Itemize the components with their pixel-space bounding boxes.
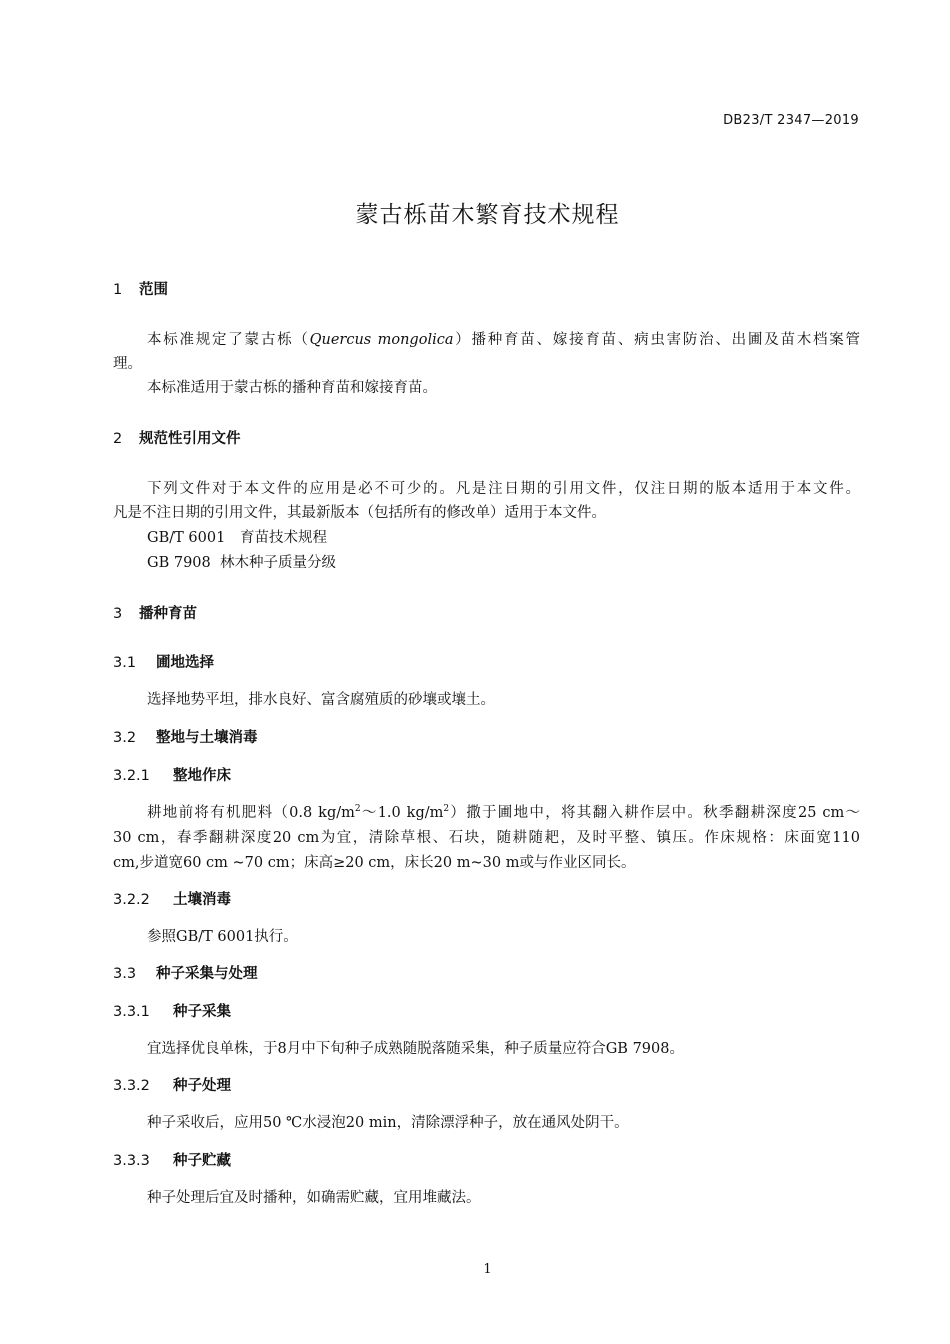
section-3-2-heading: [113, 726, 258, 747]
section-title: 整地作床: [173, 768, 231, 784]
section-3-3-heading: [113, 962, 258, 983]
section-3-3-3-heading: [113, 1149, 231, 1170]
soil-disinfection-text: 参照GB/T 6001执行。: [147, 929, 298, 945]
section-3-3-1-heading: [113, 1000, 231, 1021]
section-number: 3.2.1: [113, 768, 150, 784]
seed-collection-text: 宜选择优良单株，于8月中下旬种子成熟随脱落随采集，种子质量应符合GB 7908。: [147, 1041, 684, 1057]
section-number: 3.2.2: [113, 892, 150, 908]
text-run: ）播种育苗、嫁接育苗、病虫害防治、出圃及苗木档案管: [453, 332, 861, 348]
superscript: 2: [443, 804, 450, 815]
section-title: 种子采集: [173, 1004, 231, 1020]
section-3-3-2-heading: [113, 1074, 231, 1095]
section-title: 播种育苗: [139, 606, 197, 622]
references-paragraph-line-2: 凡是不注日期的引用文件，其最新版本（包括所有的修改单）适用于本文件。: [113, 505, 606, 521]
section-3-2-2-heading: [113, 888, 231, 909]
scope-paragraph-2: 本标准适用于蒙古栎的播种育苗和嫁接育苗。: [147, 380, 437, 396]
bed-prep-line-3: cm,步道宽60 cm ~70 cm；床高≥20 cm，床长20 m~30 m或与作业区同长。: [113, 855, 636, 871]
seed-storage-text: 种子处理后宜及时播种，如确需贮藏，宜用堆藏法。: [147, 1190, 481, 1206]
bed-prep-line-2: 30 cm，春季翻耕深度20 cm为宜，清除草根、石块，随耕随耙，及时平整、镇压。作床规格：床面宽110: [113, 830, 860, 846]
reference-title: 育苗技术规程: [240, 530, 327, 546]
reference-code: GB/T 6001: [147, 530, 226, 546]
section-number: 3.3: [113, 966, 137, 982]
text-run: 本标准规定了蒙古栎（: [147, 332, 310, 348]
section-number: 3.2: [113, 730, 137, 746]
section-3-2-1-heading: [113, 764, 231, 785]
section-number: 3: [113, 606, 123, 622]
section-title: 范围: [139, 282, 168, 298]
section-number: 3.1: [113, 655, 137, 671]
page-number: 1: [483, 1262, 492, 1277]
scope-paragraph-line-2: 理。: [113, 356, 142, 372]
seed-treatment-text: 种子采收后，应用50 ℃水浸泡20 min，清除漂浮种子，放在通风处阴干。: [147, 1115, 629, 1131]
standard-code: DB23/T 2347—2019: [723, 113, 859, 128]
section-2-heading: [113, 427, 241, 448]
text-run: ）撒于圃地中，将其翻入耕作层中。秋季翻耕深度25 cm～: [449, 805, 861, 821]
reference-code: GB 7908: [147, 555, 211, 571]
section-title: 土壤消毒: [173, 892, 231, 908]
section-number: 3.3.2: [113, 1078, 150, 1094]
text-run: 耕地前将有机肥料（0.8 kg/m: [147, 805, 355, 821]
text-run: ～1.0 kg/m: [360, 805, 444, 821]
superscript: 2: [354, 804, 361, 815]
reference-item: [147, 526, 327, 547]
nursery-selection-text: 选择地势平坦，排水良好、富含腐殖质的砂壤或壤土。: [147, 692, 495, 708]
section-number: 3.3.1: [113, 1004, 150, 1020]
section-1-heading: [113, 278, 168, 299]
reference-item: [147, 551, 336, 572]
reference-title: 林木种子质量分级: [220, 555, 336, 571]
document-title: 蒙古栎苗木繁育技术规程: [355, 202, 620, 228]
section-title: 规范性引用文件: [139, 431, 241, 447]
latin-name: Quercus mongolica: [309, 332, 454, 348]
bed-prep-line-1: [147, 801, 860, 822]
section-title: 种子采集与处理: [156, 966, 258, 982]
section-number: 1: [113, 282, 123, 298]
section-title: 整地与土壤消毒: [156, 730, 258, 746]
references-paragraph-line-1: 下列文件对于本文件的应用是必不可少的。凡是注日期的引用文件，仅注日期的版本适用于本文件。: [147, 481, 860, 497]
section-title: 种子贮藏: [173, 1153, 231, 1169]
section-title: 圃地选择: [156, 655, 214, 671]
scope-paragraph-line-1: [147, 328, 860, 349]
section-title: 种子处理: [173, 1078, 231, 1094]
section-3-heading: [113, 602, 197, 623]
section-number: 3.3.3: [113, 1153, 150, 1169]
section-3-1-heading: [113, 651, 214, 672]
section-number: 2: [113, 431, 123, 447]
